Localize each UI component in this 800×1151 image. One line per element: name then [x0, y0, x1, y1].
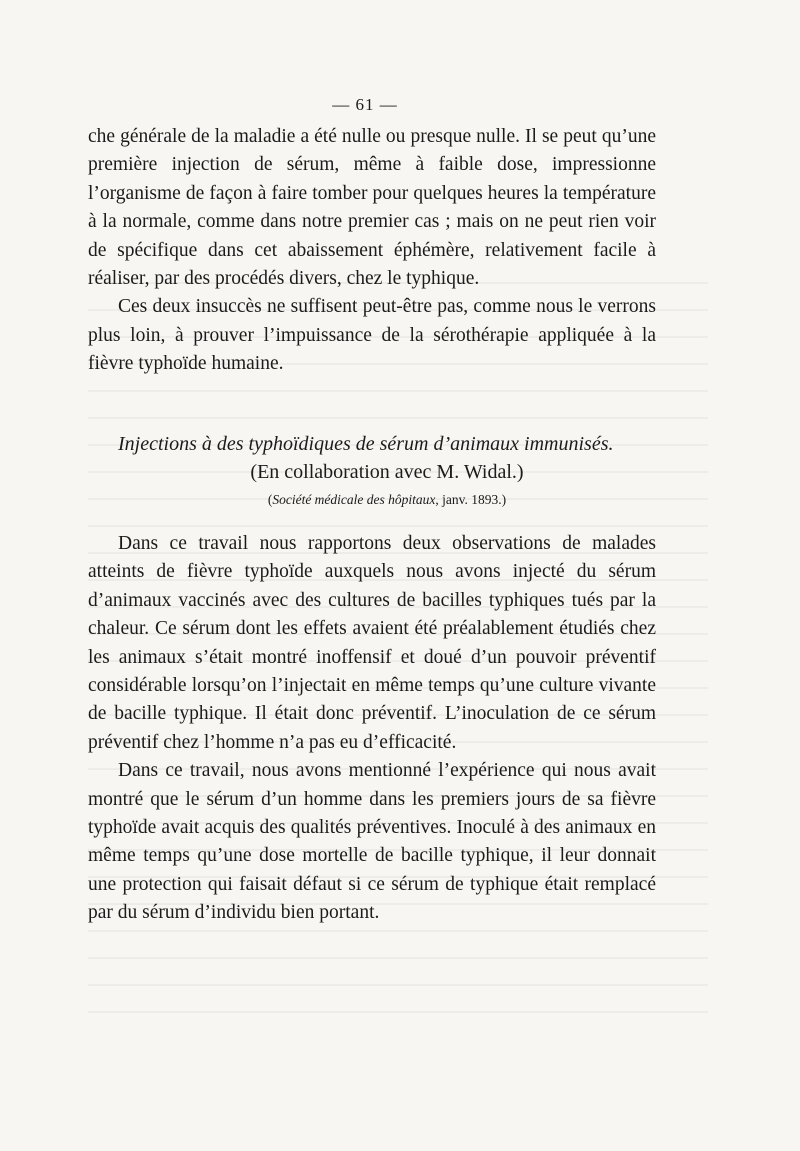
citation-open: (	[267, 492, 273, 507]
section-heading	[88, 430, 656, 508]
bottom-text-block	[88, 530, 656, 928]
citation	[88, 492, 656, 508]
top-text-block	[88, 123, 656, 379]
collaboration-note: (En collaboration avec M. Widal.)	[250, 461, 524, 483]
citation-source: Société médicale des hôpitaux	[272, 492, 436, 507]
page-number: — 61 —	[332, 95, 398, 114]
paragraph-travail-1: Dans ce travail nous rapportons deux observations de malades atteints de fièvre typhoïde auxquels nous avons injecté du sérum d’animaux vaccinés avec des cultures de bacilles typhiques tués par la chaleur. Ce sérum dont les effets avaient été préalablement étudiés chez les animaux s’était montré inoffensif et doué d’un pouvoir préventif considérable lorsqu’on l’injectait en même temps qu’une culture vivante de bacille typhique. Il était donc préventif. L’inoculation de ce sérum préventif chez l’homme n’a pas eu d’efficacité.	[88, 533, 656, 753]
section-title: Injections à des typhoïdiques de sérum d’animaux immunisés.	[118, 433, 614, 455]
citation-date: , janv. 1893.)	[435, 492, 507, 507]
paragraph-travail-2: Dans ce travail, nous avons mentionné l’expérience qui nous avait montré que le sérum d’un homme dans les premiers jours de sa fièvre typhoïde avait acquis des qualités préventives. Inoculé à des animaux en même temps qu’une dose mortelle de bacille typhique, il leur donnait une protection qui faisait défaut si ce sérum de typhique était remplacé par du sérum d’individu bien portant.	[88, 760, 656, 924]
paragraph-continued: che générale de la maladie a été nulle ou presque nulle. Il se peut qu’une première injection de sérum, même à faible dose, impressionne l’organisme de façon à faire tomber pour quelques heures la température à la normale, comme dans notre premier cas ; mais on ne peut rien voir de spécifique dans cet abaissement éphémère, relativement facile à réaliser, par des procédés divers, chez le typhique.	[88, 126, 656, 290]
paragraph-insucces: Ces deux insuccès ne suffisent peut-être pas, comme nous le verrons plus loin, à prouver l’impuissance de la sérothérapie appliquée à la fièvre typhoïde humaine.	[88, 296, 656, 375]
